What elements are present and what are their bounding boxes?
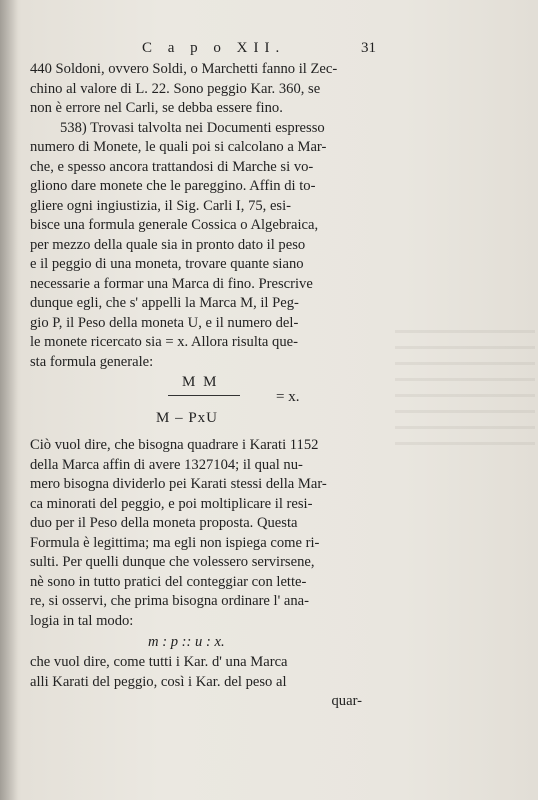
text-line: nè sono in tutto pratici del conteggiar con lette- [30,573,307,590]
fraction-bar [168,395,240,396]
text-line: della Marca affin di avere 1327104; il qual nu- [30,456,303,473]
text-line: che vuol dire, come tutti i Kar. d' una Marca [30,654,288,670]
gutter-shadow [0,0,18,800]
text-line: gio P, il Peso della moneta U, e il numero del- [30,314,299,331]
text-line: duo per il Peso della moneta proposta. Questa [30,515,298,531]
text-line: sta formula generale: [30,353,154,370]
text-line: bisce una formula generale Cossica o Algebraica, [30,217,319,233]
text-line: 440 Soldoni, ovvero Soldi, o Marchetti fanno il Zec- [30,61,338,77]
text-line: dunque egli, che s' appelli la Marca M, il Peg- [30,295,299,311]
text-line: Ciò vuol dire, che bisogna quadrare i Karati 1152 [30,437,319,453]
text-line: per mezzo della quale sia in pronto dato il peso [30,236,306,253]
text-line: gliono dare monete che le pareggino. Affin di to- [30,178,316,194]
text-line: e il peggio di una moneta, trovare quante siano [30,256,304,272]
formula-numerator: M M [182,374,219,390]
running-header [30,40,390,60]
proportion-formula: m : p :: u : x. [148,634,225,650]
text-line: alli Karati del peggio, così i Kar. del peso al [30,673,287,690]
text-line: le monete ricercato sia = x. Allora risulta que- [30,334,298,350]
text-line: logia in tal modo: [30,612,134,629]
text-line: numero di Monete, le quali poi si calcolano a Mar- [30,139,327,155]
text-line: re, si osservi, che prima bisogna ordinare l' ana- [30,593,310,609]
text-line: non è errore nel Carli, se debba essere fino. [30,100,283,116]
paragraph-start-line: 538) Trovasi talvolta nei Documenti espresso [60,119,325,136]
text-block [30,40,390,712]
text-line: Formula è legittima; ma egli non ispiega come ri- [30,534,320,551]
show-through-text [395,330,535,450]
text-line: gliere ogni ingiustizia, il Sig. Carli I, 75, esi- [30,197,292,214]
formula-denominator: M – PxU [156,410,219,426]
chapter-title: C a p o XII. [142,40,286,56]
text-line: che, e spesso ancora trattandosi di Marche si vo- [30,158,314,175]
formula [30,374,390,436]
text-line: ca minorati del peggio, e poi moltiplicare il resi- [30,495,313,512]
text-line: mero bisogna dividerlo pei Karati stessi della Mar- [30,476,327,492]
catchword: quar- [331,693,362,709]
text-line: chino al valore di L. 22. Sono peggio Kar. 360, se [30,80,321,97]
text-line: necessarie a formar una Marca di fino. Prescrive [30,275,313,292]
text-line: sulti. Per quelli dunque che volessero servirsene, [30,554,315,570]
page-number: 31 [361,40,376,56]
formula-equals: = x. [276,389,300,405]
